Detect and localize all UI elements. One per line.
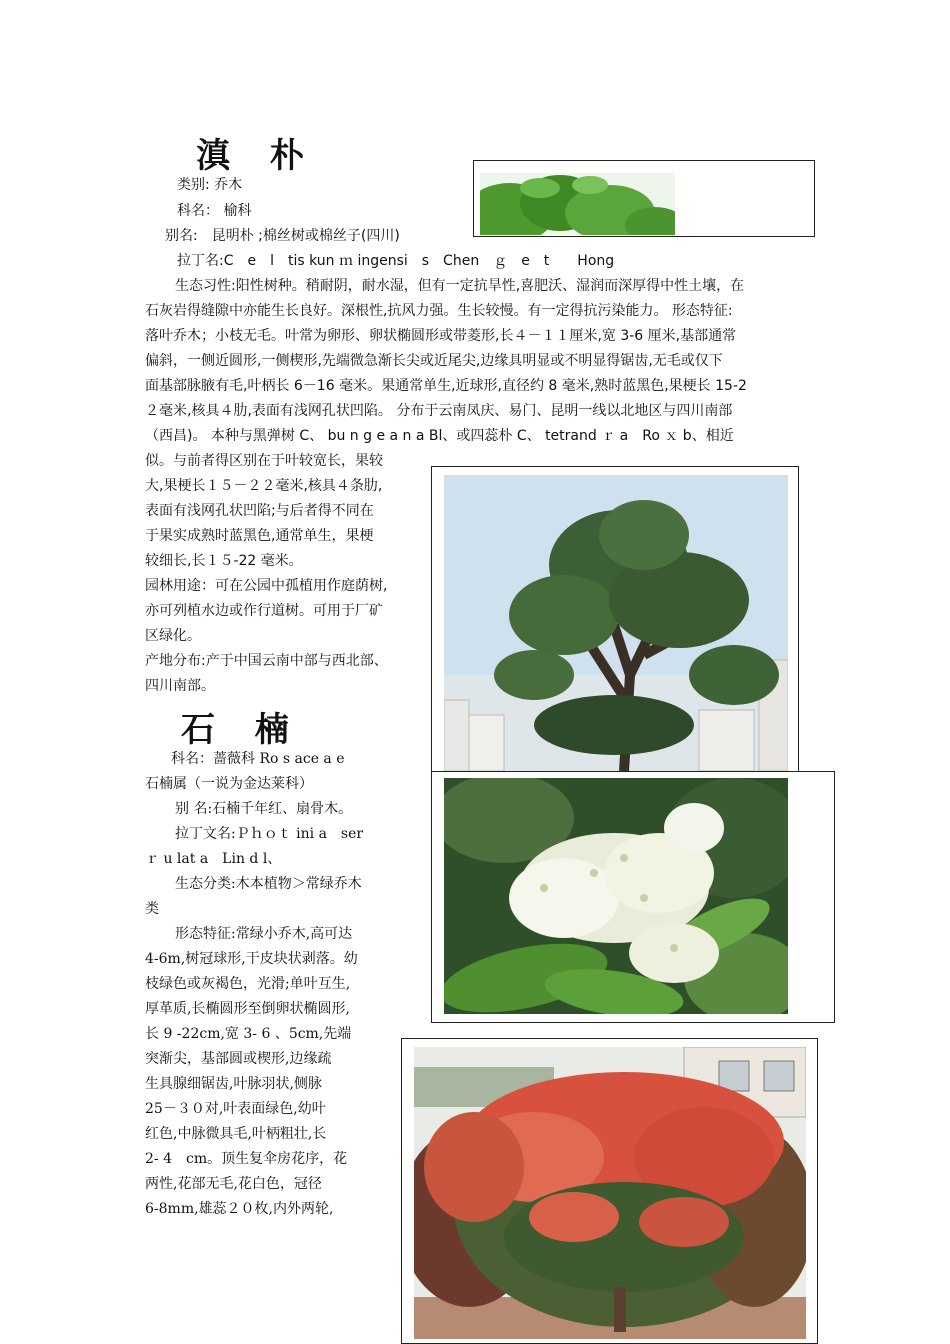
body-line: 区绿化。 (145, 628, 201, 644)
body-line: 6-8mm,雄蕊２０枚,内外两轮, (145, 1201, 334, 1217)
body-line: 亦可列植水边或作行道树。可用于厂矿 (145, 603, 383, 619)
body-line: 两性,花部无毛,花白色，冠径 (145, 1176, 322, 1192)
body-line: 产地分布:产于中国云南中部与西北部、 (145, 653, 388, 669)
section1-body-narrow (145, 449, 425, 699)
body-line: （西昌)。 本种与黑弹树 C、 bu n g e a n a Bl、或四蕊朴 C、 tetrand ｒ a Ro ｘ b、相近 (145, 428, 734, 444)
celtis-tree-photo (444, 475, 788, 771)
body-line: 石灰岩得缝隙中亦能生长良好。深根性,抗风力强。生长较慢。有一定得抗污染能力。 形态特征: (145, 303, 733, 319)
body-line: 四川南部。 (145, 678, 215, 694)
banner-image-frame (473, 160, 815, 237)
body-line: 大,果梗长１５－２２毫米,核具４条肋, (145, 478, 383, 494)
body-line: 别 名:石楠千年红、扇骨木。 (175, 801, 353, 817)
body-line: 长 9 -22cm,宽 3- 6 、5cm,先端 (145, 1026, 352, 1042)
tree-photo-frame (431, 466, 799, 773)
body-line: 突渐尖，基部圆或楔形,边缘疏 (145, 1051, 332, 1067)
section2-body (145, 747, 415, 1222)
tree-canopy-image (480, 173, 675, 235)
body-line: 厚革质,长椭圆形至倒卵状椭圆形, (145, 1001, 350, 1017)
body-line: 较细长,长１５-22 毫米。 (145, 553, 303, 569)
body-line: 石楠属（一说为金达莱科） (145, 776, 313, 792)
body-line: 形态特征:常绿小乔木,高可达 (175, 926, 353, 942)
latin-line: 拉丁名:C e l tis kun ｍ ingensi s Chen ｇ e t Hong (177, 253, 615, 269)
body-line: 类 (145, 901, 159, 917)
body-line: 科名：蔷薇科 Ro s ace a e (171, 751, 345, 767)
photinia-flower-photo (444, 778, 788, 1014)
section1-title: 滇 朴 (196, 136, 318, 176)
flower-photo-frame (431, 771, 835, 1023)
shrub-photo-frame (401, 1038, 818, 1344)
body-line: 生具腺细锯齿,叶脉羽状,侧脉 (145, 1076, 322, 1092)
body-line: 园林用途：可在公园中孤植用作庭荫树, (145, 578, 388, 594)
body-line: 偏斜，一侧近圆形,一侧楔形,先端微急渐长尖或近尾尖,边缘具明显或不明显得锯齿,无毛或仅下 (145, 353, 723, 369)
body-line: 似。与前者得区别在于叶较宽长，果较 (145, 453, 383, 469)
body-line: ｒ u lat a Lin d l、 (145, 851, 282, 867)
section1-body (145, 274, 805, 449)
body-line: 落叶乔木；小枝无毛。叶常为卵形、卵状椭圆形或带菱形,长４－１１厘米,宽 3-6 厘米,基部通常 (145, 328, 737, 344)
body-line: 面基部脉腋有毛,叶柄长 6－16 毫米。果通常单生,近球形,直径约 8 毫米,熟时蓝黑色,果梗长 15-2 (145, 378, 747, 394)
body-line: 生态分类:木本植物＞常绿乔木 (175, 876, 362, 892)
body-line: 红色,中脉微具毛,叶柄粗壮,长 (145, 1126, 327, 1142)
body-line: 2- 4 cm。顶生复伞房花序，花 (145, 1151, 348, 1167)
photinia-shrub-photo (414, 1047, 806, 1339)
alias-line: 别名: 昆明朴 ;棉丝树或棉丝子(四川) (165, 228, 400, 244)
body-line: ２毫米,核具４肋,表面有浅网孔状凹陷。 分布于云南凤庆、易门、昆明一线以北地区与四川南部 (145, 403, 733, 419)
body-line: 生态习性:阳性树种。稍耐阴，耐水湿，但有一定抗旱性,喜肥沃、湿润而深厚得中性土壤，在 (175, 278, 745, 294)
body-line: 枝绿色或灰褐色，光滑;单叶互生, (145, 976, 351, 992)
body-line: 于果实成熟时蓝黑色,通常单生，果梗 (145, 528, 374, 544)
section2-title: 石 楠 (181, 710, 303, 750)
body-line: 拉丁文名:Ｐｈｏｔ ini a ser (175, 826, 364, 842)
body-line: 4-6m,树冠球形,干皮块状剥落。幼 (145, 951, 358, 967)
body-line: 表面有浅网孔状凹陷;与后者得不同在 (145, 503, 374, 519)
family-line: 科名： 榆科 (177, 203, 252, 219)
category-line: 类别: 乔木 (177, 177, 243, 193)
body-line: 25－３０对,叶表面绿色,幼叶 (145, 1101, 326, 1117)
